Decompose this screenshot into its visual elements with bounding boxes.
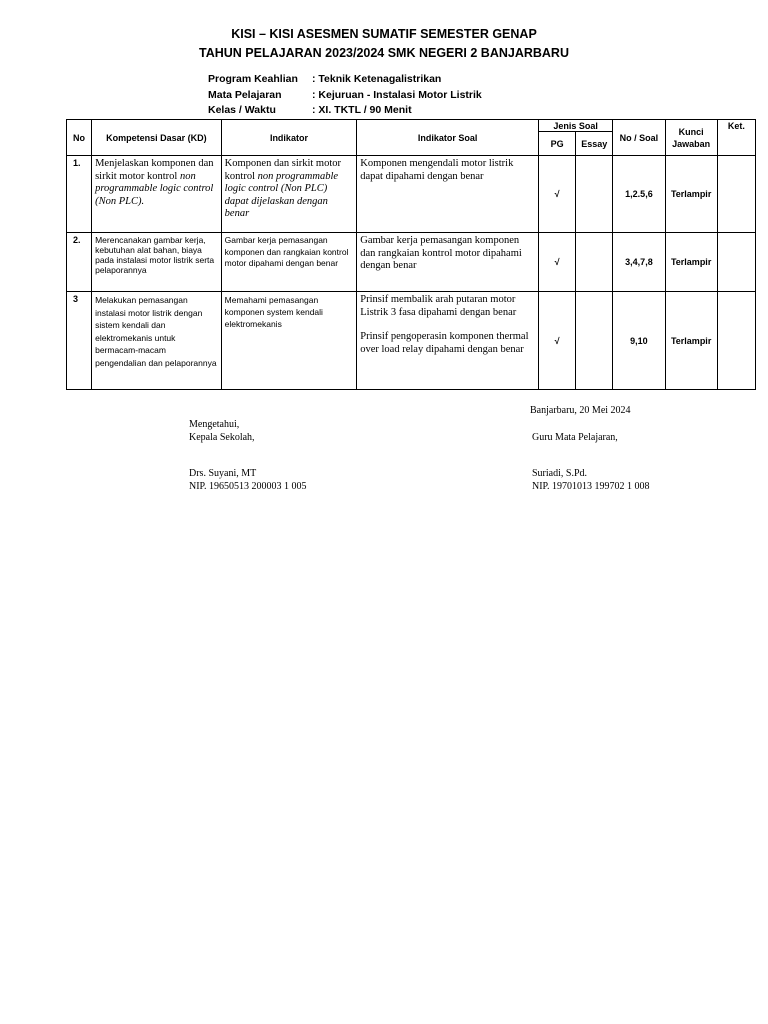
header-ket: Ket.: [717, 120, 755, 156]
cell-no-soal: 3,4,7,8: [613, 233, 665, 292]
indikator-soal-text: Gambar kerja pemasangan komponen dan rangkaian kontrol motor dipahami dengan benar: [360, 235, 522, 271]
header-no: No: [67, 120, 92, 156]
cell-pg: √: [539, 156, 576, 233]
cell-ket: [717, 233, 755, 292]
signature-left-name: Drs. Suyani, MT: [189, 468, 257, 479]
cell-kd: [92, 156, 222, 233]
cell-essay: [576, 233, 613, 292]
signature-left-line-2: Kepala Sekolah,: [189, 432, 255, 443]
cell-ket: [717, 292, 755, 390]
signature-left-block: [189, 418, 255, 444]
indikator-soal-text: Komponen mengendali motor listrik dapat dipahami dengan benar: [360, 158, 514, 182]
meta-label: Mata Pelajaran: [208, 88, 282, 101]
signature-left-nip: NIP. 19650513 200003 1 005: [189, 481, 307, 492]
document-meta: [208, 72, 482, 119]
cell-no-soal: 9,10: [613, 292, 665, 390]
header-essay: Essay: [576, 132, 613, 156]
cell-indikator-soal: [357, 233, 539, 292]
cell-no: 3: [67, 292, 92, 390]
header-indikator: Indikator: [221, 120, 357, 156]
cell-ket: [717, 156, 755, 233]
signature-right-identity: [532, 467, 650, 493]
meta-value: : Kejuruan - Instalasi Motor Listrik: [312, 88, 482, 101]
table-row: [67, 292, 756, 390]
document-title-line-2: TAHUN PELAJARAN 2023/2024 SMK NEGERI 2 BANJARBARU: [199, 46, 569, 60]
header-jenis-soal: Jenis Soal: [539, 120, 613, 132]
header-no-soal: No / Soal: [613, 120, 665, 156]
header-kunci-jawaban: [665, 120, 717, 156]
cell-kd: Merencanakan gambar kerja, kebutuhan alat bahan, biaya pada instalasi motor listrik serta pelaporannya: [92, 233, 222, 292]
cell-no-soal: 1,2.5,6: [613, 156, 665, 233]
header-indikator-soal: Indikator Soal: [357, 120, 539, 156]
kd-text-italic: non programmable logic control (Non PLC).: [95, 170, 214, 207]
cell-pg: √: [539, 233, 576, 292]
header-kunci-line-1: Kunci: [678, 126, 704, 137]
table-row: [67, 156, 756, 233]
cell-pg: √: [539, 292, 576, 390]
cell-essay: [576, 292, 613, 390]
document-title-line-1: KISI – KISI ASESMEN SUMATIF SEMESTER GENAP: [231, 27, 537, 41]
indikator-text-italic: non programmable logic control (Non PLC) dapat dijelaskan dengan benar: [224, 170, 339, 219]
cell-kunci: Terlampir: [665, 233, 717, 292]
meta-mapel: [208, 88, 482, 104]
signature-right-nip: NIP. 19701013 199702 1 008: [532, 481, 650, 492]
cell-indikator: [221, 156, 357, 233]
table-row: [67, 233, 756, 292]
indikator-text: Komponen dan sirkit motor kontrol: [224, 158, 342, 182]
cell-indikator: Memahami pemasangan komponen system kendali elektromekanis: [221, 292, 357, 390]
cell-essay: [576, 156, 613, 233]
table-header-row-1: [67, 120, 756, 132]
meta-value: : XI. TKTL / 90 Menit: [312, 104, 412, 116]
meta-label: Kelas / Waktu: [208, 104, 276, 116]
header-kd: Kompetensi Dasar (KD): [92, 120, 222, 156]
cell-no: 1.: [67, 156, 92, 233]
kisi-table: [66, 119, 756, 390]
signature-left-identity: [189, 467, 307, 493]
meta-kelas: [208, 103, 482, 119]
cell-indikator: Gambar kerja pemasangan komponen dan rangkaian kontrol motor dipahami dengan benar: [221, 233, 357, 292]
indikator-soal-text: Prinsif pengoperasin komponen thermal over load relay dipahami dengan benar: [360, 331, 529, 355]
kd-text: Menjelaskan komponen dan sirkit motor kontrol: [95, 158, 214, 182]
cell-indikator-soal: [357, 156, 539, 233]
cell-kd: Melakukan pemasangan instalasi motor listrik dengan sistem kendali dan elektromekanis untuk bermacam-macam pengendalian dan pelaporannya: [92, 292, 222, 390]
meta-program: [208, 72, 482, 88]
header-pg: PG: [539, 132, 576, 156]
signature-left-line-1: Mengetahui,: [189, 419, 240, 430]
meta-value: : Teknik Ketenagalistrikan: [312, 73, 442, 85]
cell-no: 2.: [67, 233, 92, 292]
cell-kunci: Terlampir: [665, 292, 717, 390]
header-kunci-line-2: Jawaban: [672, 138, 711, 149]
cell-indikator-soal: [357, 292, 539, 390]
meta-label: Program Keahlian: [208, 73, 298, 85]
indikator-soal-text: Prinsif membalik arah putaran motor Listrik 3 fasa dipahami dengan benar: [360, 294, 517, 318]
cell-kunci: Terlampir: [665, 156, 717, 233]
signature-right-title: Guru Mata Pelajaran,: [532, 432, 618, 443]
signature-place-date: Banjarbaru, 20 Mei 2024: [530, 405, 631, 416]
signature-right-name: Suriadi, S.Pd.: [532, 468, 588, 479]
